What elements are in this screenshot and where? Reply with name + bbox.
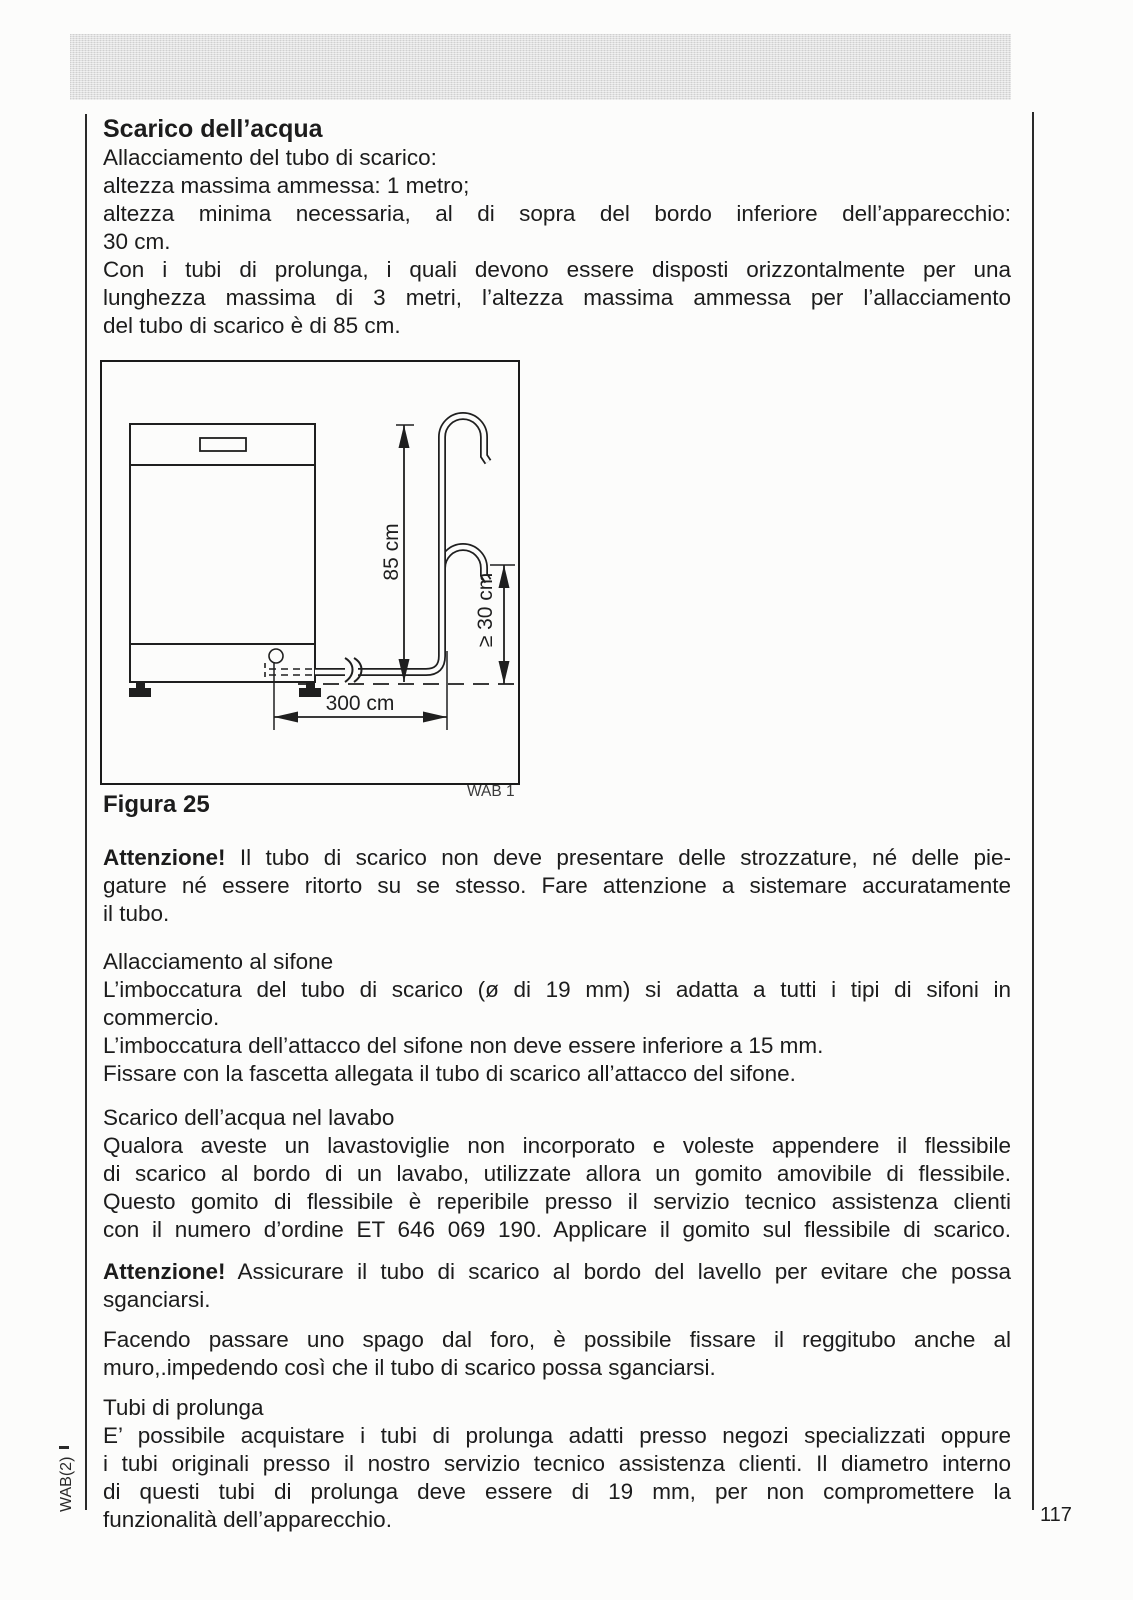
section-intro <box>103 114 1011 340</box>
section-sink <box>103 1104 1011 1244</box>
section-attention-1 <box>103 844 1011 928</box>
margin-code: WAB(2) <box>58 1456 75 1512</box>
figure-caption-row <box>103 783 1011 821</box>
attention-lead: Attenzione! <box>103 845 226 870</box>
text-line: del tubo di scarico è di 85 cm. <box>103 313 401 338</box>
text-line: muro,.impedendo così che il tubo di scarico possa sganciarsi. <box>103 1355 716 1380</box>
text-line: gature né essere ritorto su se stesso. Fare attenzione a sistemare accuratamente <box>103 873 1011 898</box>
text-line: con il numero d’ordine ET 646 069 190. Applicare il gomito sul flessibile di scarico. <box>103 1217 1011 1242</box>
text-line: di questi tubi di prolunga deve essere di 19 mm, per non compromettere la <box>103 1479 1011 1504</box>
text-line: Allacciamento al sifone <box>103 949 334 974</box>
text-line: L’imboccatura del tubo di scarico (ø di 19 mm) si adatta a tutti i tipi di sifoni in <box>103 977 1011 1002</box>
text-line: di scarico al bordo di un lavabo, utilizzate allora un gomito amovibile di flessibile. <box>103 1161 1011 1186</box>
right-margin-rule <box>1032 112 1034 1510</box>
section-title: Scarico dell’acqua <box>103 115 323 143</box>
text-line: Questo gomito di flessibile è reperibile presso il servizio tecnico assistenza clienti <box>103 1189 1011 1214</box>
dimension-300cm-label: 300 cm <box>325 692 395 715</box>
text-line <box>103 844 1011 872</box>
text-line: altezza minima necessaria, al di sopra del bordo inferiore dell’apparecchio: <box>103 201 1011 226</box>
section-attention-2 <box>103 1258 1011 1314</box>
text-line: Qualora aveste un lavastoviglie non incorporato e voleste appendere il flessibile <box>103 1133 1011 1158</box>
text-line <box>103 1258 1011 1286</box>
figure-caption: Figura 25 <box>103 791 210 818</box>
text-run: Assicurare il tubo di scarico al bordo del lavello per evitare che possa <box>225 1259 1011 1284</box>
section-siphon <box>103 948 1011 1088</box>
hose-connection-dashed <box>265 649 316 680</box>
text-line: 30 cm. <box>103 229 171 254</box>
drain-hose-diagram <box>102 362 518 783</box>
text-line: Allacciamento del tubo di scarico: <box>103 145 437 170</box>
text-run: Il tubo di scarico non deve presentare delle strozzature, né delle pie- <box>225 845 1011 870</box>
left-margin-rule <box>85 114 87 1510</box>
section-extension-tubes <box>103 1394 1011 1534</box>
text-line: L’imboccatura dell’attacco del sifone non deve essere inferiore a 15 mm. <box>103 1033 824 1058</box>
dishwasher-feet <box>129 682 321 697</box>
dimension-30cm-label: ≥ 30 cm <box>474 572 497 648</box>
text-line: funzionalità dell’apparecchio. <box>103 1507 392 1532</box>
text-line: Con i tubi di prolunga, i quali devono essere disposti orizzontalmente per una <box>103 257 1011 282</box>
margin-tick <box>59 1446 69 1449</box>
text-line: altezza massima ammessa: 1 metro; <box>103 173 470 198</box>
section-wall-fixing <box>103 1326 1011 1382</box>
figure-box <box>100 360 520 785</box>
text-line: Scarico dell’acqua nel lavabo <box>103 1105 395 1130</box>
text-line: Fissare con la fascetta allegata il tubo di scarico all’attacco del sifone. <box>103 1061 796 1086</box>
attention-lead: Attenzione! <box>103 1259 226 1284</box>
text-line: Facendo passare uno spago dal foro, è possibile fissare il reggitubo anche al <box>103 1327 1011 1352</box>
dishwasher-outline <box>130 424 315 682</box>
header-halftone-bar <box>70 34 1011 100</box>
text-line: Tubi di prolunga <box>103 1395 264 1420</box>
figure-code: WAB 1 <box>467 783 515 800</box>
text-line: i tubi originali presso il nostro servizio tecnico assistenza clienti. Il diametro interno <box>103 1451 1011 1476</box>
text-line: commercio. <box>103 1005 220 1030</box>
dimension-85cm-label: 85 cm <box>380 523 403 581</box>
text-line: lunghezza massima di 3 metri, l’altezza massima ammessa per l’allacciamento <box>103 285 1011 310</box>
text-line: sganciarsi. <box>103 1287 211 1312</box>
page-number: 117 <box>1040 1504 1072 1526</box>
text-line: E’ possibile acquistare i tubi di prolunga adatti presso negozi specializzati oppure <box>103 1423 1011 1448</box>
text-line: il tubo. <box>103 901 170 926</box>
